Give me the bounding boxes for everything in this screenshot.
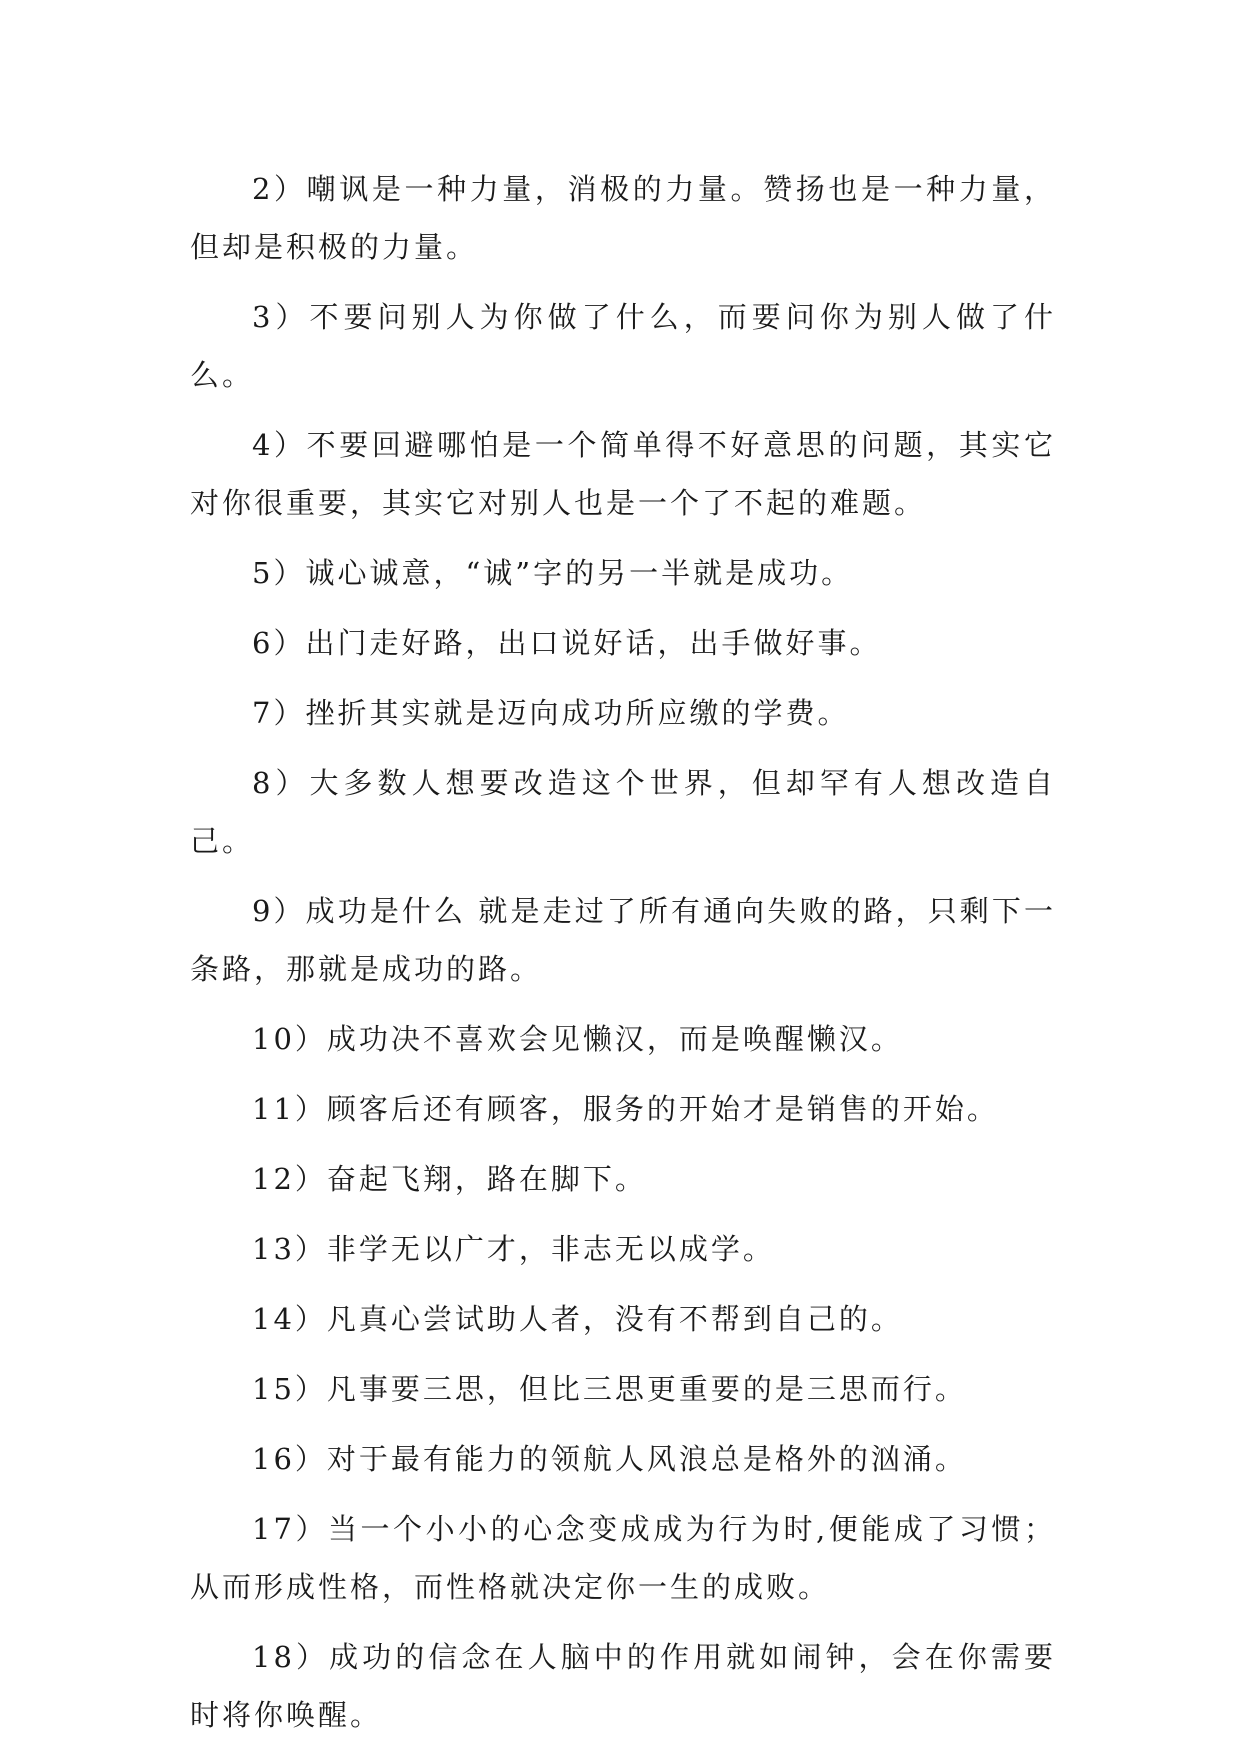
paragraph: 10）成功决不喜欢会见懒汉，而是唤醒懒汉。 bbox=[252, 1022, 903, 1056]
paragraph: 7）挫折其实就是迈向成功所应缴的学费。 bbox=[252, 696, 850, 730]
paragraph: 6）出门走好路，出口说好话，出手做好事。 bbox=[252, 626, 882, 660]
paragraph: 18）成功的信念在人脑中的作用就如闹钟，会在你需要时将你唤醒。 bbox=[190, 1640, 1056, 1732]
paragraph: 9）成功是什么 就是走过了所有通向失败的路，只剩下一条路，那就是成功的路。 bbox=[190, 894, 1056, 986]
paragraph: 11）顾客后还有顾客，服务的开始才是销售的开始。 bbox=[252, 1092, 999, 1126]
paragraph: 15）凡事要三思，但比三思更重要的是三思而行。 bbox=[252, 1372, 967, 1406]
paragraph: 13）非学无以广才，非志无以成学。 bbox=[252, 1232, 775, 1266]
paragraph: 3）不要问别人为你做了什么，而要问你为别人做了什么。 bbox=[190, 300, 1056, 392]
paragraph: 16）对于最有能力的领航人风浪总是格外的汹涌。 bbox=[252, 1442, 967, 1476]
paragraph: 8）大多数人想要改造这个世界，但却罕有人想改造自己。 bbox=[190, 766, 1056, 858]
paragraph: 14）凡真心尝试助人者，没有不帮到自己的。 bbox=[252, 1302, 903, 1336]
document-body bbox=[190, 160, 1056, 1756]
paragraph: 5）诚心诚意，“诚”字的另一半就是成功。 bbox=[252, 556, 854, 590]
paragraph: 12）奋起飞翔，路在脚下。 bbox=[252, 1162, 647, 1196]
paragraph: 4）不要回避哪怕是一个简单得不好意思的问题，其实它对你很重要，其实它对别人也是一个了不起的难题。 bbox=[190, 428, 1056, 520]
paragraph: 2）嘲讽是一种力量，消极的力量。赞扬也是一种力量，但却是积极的力量。 bbox=[190, 172, 1056, 264]
paragraph: 17）当一个小小的心念变成成为行为时,便能成了习惯；从而形成性格，而性格就决定你一生的成败。 bbox=[190, 1512, 1056, 1604]
